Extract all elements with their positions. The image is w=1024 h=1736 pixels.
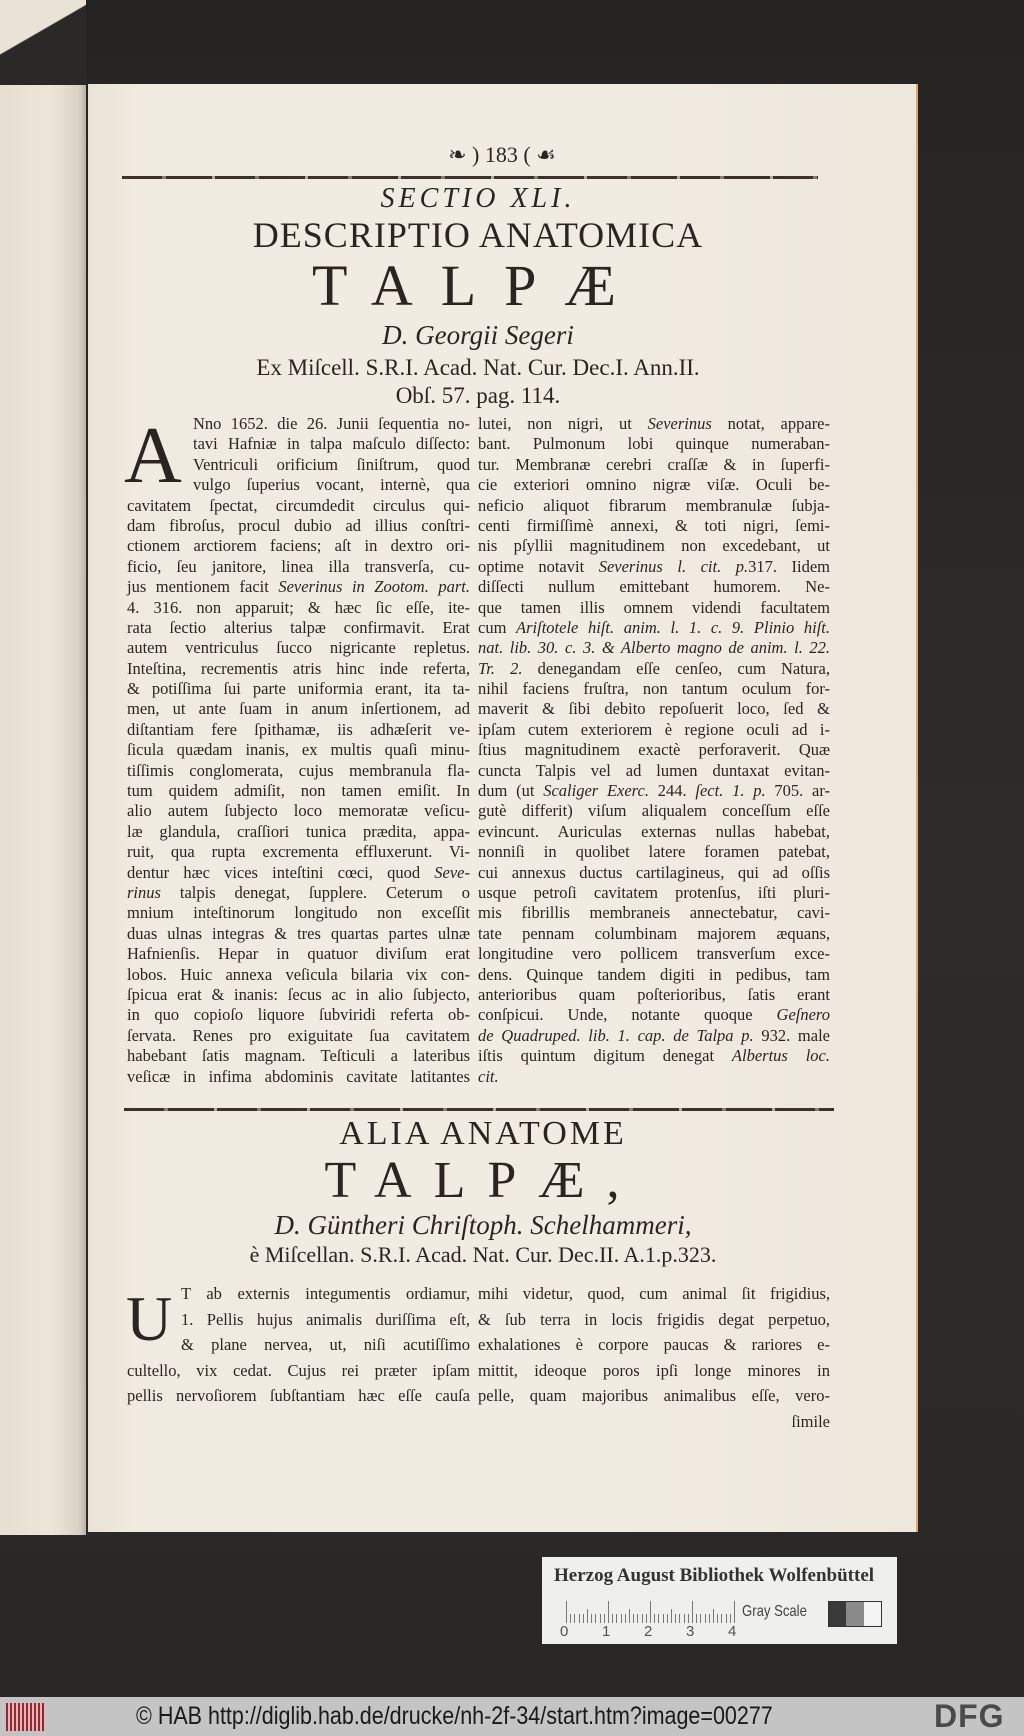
ruler-tick-label: 4 bbox=[728, 1623, 737, 1640]
gray-scale-patch bbox=[846, 1602, 863, 1626]
text-line: tate pennam columbinam majorem æquans, bbox=[478, 923, 830, 943]
ruler-tick bbox=[721, 1614, 722, 1623]
ruler-tick bbox=[579, 1614, 580, 1623]
text-line: diſſecti nullum emittebant humorem. Ne- bbox=[478, 577, 830, 597]
ruler-tick bbox=[726, 1614, 727, 1623]
text-line: lobos. Huic annexa veſicula bilaria vix con- bbox=[127, 964, 470, 984]
gray-scale-label: Gray Scale bbox=[742, 1603, 807, 1620]
text-line: autem ventriculus ſucco nigricante repletus. bbox=[127, 638, 470, 658]
ruler-tick bbox=[642, 1614, 643, 1623]
italic-citation: de Quadruped. lib. 1. cap. de Talpa p. bbox=[478, 1025, 754, 1045]
text-segment: talpis denegat, ſupplere. Ceterum o bbox=[160, 882, 470, 902]
ruler-tick bbox=[629, 1609, 630, 1623]
text-line: cie exteriori omnino nigræ viſæ. Oculi be- bbox=[478, 475, 830, 495]
text-line: tum quidem admiſit, non tamen emiſit. In bbox=[127, 781, 470, 801]
text-line: ſtius magnitudinem exactè perforaverit. Quæ bbox=[478, 740, 830, 760]
text-line: mnium inteſtinorum longitudo non exceſſit bbox=[127, 903, 470, 923]
italic-citation: Scaliger Exerc. bbox=[543, 781, 649, 801]
section-author: D. Georgii Segeri bbox=[382, 320, 574, 350]
text-line: Hafnienſis. Hepar in quatuor diviſum erat bbox=[127, 944, 470, 964]
text-line: & potiſſima ſui parte uniformia erant, ita ta- bbox=[127, 679, 470, 699]
ruler-tick bbox=[675, 1614, 676, 1623]
ruler-tick bbox=[654, 1614, 655, 1623]
italic-citation: Seve- bbox=[434, 862, 470, 882]
section-divider-rule bbox=[124, 1108, 834, 1111]
ruler-tick-label: 0 bbox=[560, 1623, 569, 1640]
section-subject: TALPÆ bbox=[312, 253, 644, 318]
text-line: ficio, ſeu janitore, linea illa transverſa, cu- bbox=[127, 556, 470, 576]
text-line bbox=[478, 781, 830, 801]
text-line: & ſub terra in locis frigidis degat perpetuo, bbox=[478, 1309, 830, 1329]
text-line: neficio aliquot fibrarum membranulæ ſubja- bbox=[478, 495, 830, 515]
text-line: veſicæ in infima abdominis cavitate latitantes bbox=[127, 1066, 470, 1086]
text-line: habebant ſatis magnam. Teſticuli a lateribus bbox=[127, 1046, 470, 1066]
text-line: ſervata. Renes pro exiguitate ſua cavitatem bbox=[127, 1025, 470, 1045]
text-line bbox=[127, 863, 470, 883]
text-line: nis pſyllii magnitudinem non excedebant, ut bbox=[478, 536, 830, 556]
text-line bbox=[478, 659, 830, 679]
text-segment: dentur hæc vices inteſtini cœci, quod bbox=[127, 862, 435, 882]
text-column-left bbox=[127, 1281, 470, 1409]
text-line: centi firmiſſimè annexi, & toti nigri, ſemi- bbox=[478, 515, 830, 535]
ruler-tick bbox=[595, 1614, 596, 1623]
text-segment: denegandam eſſe cenſeo, cum Natura, bbox=[522, 658, 830, 678]
ruler-tick bbox=[621, 1614, 622, 1623]
text-line: 4. 316. non apparuit; & hæc ſic eſſe, ite- bbox=[127, 597, 470, 617]
ruler-tick-label: 3 bbox=[686, 1623, 695, 1640]
section2-title: ALIA ANATOME bbox=[339, 1115, 627, 1152]
text-segment: optime notavit bbox=[478, 556, 599, 576]
text-line bbox=[478, 618, 830, 638]
italic-citation: cit. bbox=[478, 1066, 499, 1086]
ruler-tick bbox=[717, 1614, 718, 1623]
text-line: anterioribus quam poſterioribus, ſatis erant bbox=[478, 984, 830, 1004]
gray-scale-patch bbox=[864, 1602, 881, 1626]
text-line: dens. Quinque tandem digiti in pedibus, tam bbox=[478, 964, 830, 984]
italic-citation: nat. lib. 30. c. 3. & Alberto magno de anim. l. 22. bbox=[478, 638, 830, 658]
text-line: mihi videtur, quod, cum animal ſit frigidius, bbox=[478, 1284, 830, 1303]
text-line: duas ulnas integras & tres quartas partes ulnæ bbox=[127, 923, 470, 943]
section2-source: è Miſcellan. S.R.I. Acad. Nat. Cur. Dec.II. A.1.p.323. bbox=[249, 1242, 717, 1267]
text-line: usque petroſi cavitatem protenſus, iſti pluri- bbox=[478, 882, 830, 902]
ruler-tick bbox=[730, 1614, 731, 1623]
ruler-tick bbox=[633, 1614, 634, 1623]
text-line: alio autem ſubjecto loco memoratæ veſicu- bbox=[127, 801, 470, 821]
italic-citation: Albertus loc. bbox=[731, 1046, 830, 1066]
text-line: pelle, quam majoribus animalibus eſſe, vero- bbox=[478, 1386, 830, 1405]
text-segment: conſpicui. Unde, notante quoque bbox=[478, 1005, 777, 1025]
text-line: ſicula quædam inanis, ex multis quaſi minu- bbox=[127, 740, 470, 760]
ruler-tick bbox=[734, 1601, 735, 1623]
ruler-tick bbox=[688, 1614, 689, 1623]
text-line: evincunt. Auriculas externas nullas habebat, bbox=[478, 821, 830, 841]
text-line: maverit & ſibi debito repoſuerit loco, ſed & bbox=[478, 699, 830, 719]
ruler-tick bbox=[663, 1614, 664, 1623]
book-page bbox=[88, 84, 916, 1532]
text-line: nonniſi in quolibet latere foramen patebat, bbox=[478, 842, 830, 862]
section-label: SECTIO XLI. bbox=[380, 183, 576, 214]
text-column-right bbox=[478, 414, 830, 1087]
italic-citation: Severinus in Zootom. part. bbox=[278, 577, 470, 597]
text-line: Inteſtina, recrementis atris hinc inde referta, bbox=[127, 658, 470, 678]
text-line: gutè differit) viſum aliqualem conceſſum eſſe bbox=[478, 801, 830, 821]
text-line: cavitatem ſpectat, circumdedit circulus qui- bbox=[127, 495, 470, 515]
section-title: DESCRIPTIO ANATOMICA bbox=[252, 215, 704, 255]
ruler-tick bbox=[709, 1614, 710, 1623]
text-segment: cum bbox=[478, 617, 517, 637]
ruler-tick bbox=[671, 1609, 672, 1623]
text-line: ipſam cutem exteriorem è regione oculi ad i- bbox=[478, 719, 830, 739]
text-segment: 244. bbox=[648, 781, 696, 801]
ruler-tick bbox=[637, 1614, 638, 1623]
facing-page-edge bbox=[0, 80, 86, 1535]
ruler-tick-label: 2 bbox=[644, 1623, 653, 1640]
library-color-target bbox=[542, 1557, 897, 1644]
text-line: men, ut ante ſuam in anum inſertionem, ad bbox=[127, 699, 470, 719]
text-line: tavi Hafniæ in talpa maſculo diſſecto: bbox=[193, 434, 470, 454]
ruler-tick bbox=[692, 1601, 693, 1623]
hab-logo-icon bbox=[6, 1703, 46, 1731]
ruler-tick bbox=[713, 1609, 714, 1623]
text-line: que tamen illis omnem videndi facultatem bbox=[478, 597, 830, 617]
section2-author: D. Güntheri Chriſtoph. Schelhammeri, bbox=[274, 1210, 692, 1240]
ruler-tick bbox=[570, 1614, 571, 1623]
ruler-tick-label: 1 bbox=[602, 1623, 611, 1640]
ruler-tick bbox=[604, 1614, 605, 1623]
ruler-tick bbox=[600, 1614, 601, 1623]
text-line: mittit, ideoque poros ipſi longe minores in bbox=[478, 1360, 830, 1380]
text-line: tur. Membranæ cerebri craſſæ & in ſuperfi- bbox=[478, 454, 830, 474]
italic-citation: Geſnero bbox=[776, 1005, 830, 1025]
ruler-tick bbox=[612, 1614, 613, 1623]
text-segment: iſtis quintum digitum denegat bbox=[478, 1046, 732, 1066]
ruler-tick bbox=[583, 1614, 584, 1623]
text-line: rata ſectio alterius talpæ confirmavit. Erat bbox=[127, 617, 470, 637]
ruler-tick bbox=[650, 1601, 651, 1623]
text-segment: lutei, non nigri, ut bbox=[478, 414, 648, 433]
text-line: ſimile bbox=[791, 1411, 830, 1431]
text-line: cultello, vix cedat. Cujus rei præter ipſam bbox=[127, 1360, 470, 1380]
ruler-tick bbox=[625, 1614, 626, 1623]
text-segment: dum (ut bbox=[478, 781, 544, 801]
text-line: longitudine vero pollicem transverſum exce- bbox=[478, 944, 830, 964]
text-line: tiſſimis conglomerata, cujus membranula fla- bbox=[127, 760, 470, 780]
text-line: Ventriculi orificium ſiniſtrum, quod bbox=[193, 454, 470, 474]
ruler-tick bbox=[667, 1614, 668, 1623]
facing-page-corner bbox=[0, 0, 86, 85]
scale-ruler bbox=[566, 1601, 736, 1623]
drop-cap: A bbox=[124, 416, 182, 496]
italic-citation: ſect. 1. p. bbox=[695, 781, 766, 801]
italic-citation: Ariſtotele hiſt. anim. l. 1. c. 9. Plinio hiſt. bbox=[516, 617, 830, 637]
text-line bbox=[478, 1005, 830, 1025]
section-source: Ex Miſcell. S.R.I. Acad. Nat. Cur. Dec.I. Ann.II. bbox=[256, 355, 700, 380]
ruler-tick bbox=[696, 1614, 697, 1623]
ruler-tick bbox=[700, 1614, 701, 1623]
text-line: nihil faciens fruſtra, non tantum oculum for- bbox=[478, 679, 830, 699]
text-line bbox=[478, 557, 830, 577]
gray-scale-patch bbox=[829, 1602, 846, 1626]
text-line: 1. Pellis hujus animalis duriſſima eſt, bbox=[181, 1309, 470, 1329]
text-line: in quo copioſo liquore ſubviridi referta ob- bbox=[127, 1005, 470, 1025]
ruler-tick bbox=[705, 1614, 706, 1623]
text-line: & plane nervea, ut, niſi acutiſſimo bbox=[181, 1335, 470, 1354]
text-line: ctionem arctiorem faciens; aſt in dextro ori- bbox=[127, 536, 470, 556]
copyright-link[interactable]: © HAB http://diglib.hab.de/drucke/nh-2f-34/start.htm?image=00277 bbox=[136, 1702, 773, 1730]
text-line: Nno 1652. die 26. Junii ſequentia no- bbox=[193, 414, 470, 433]
text-line: cui annexus ductus cartilagineus, qui ad oſſis bbox=[478, 862, 830, 882]
section2-subject: TALPÆ, bbox=[324, 1152, 642, 1209]
text-line bbox=[127, 883, 470, 903]
italic-citation: Tr. 2. bbox=[478, 658, 523, 678]
text-line: cuncta Talpis vel ad lumen duntaxat evitan- bbox=[478, 760, 830, 780]
text-line: dam fibroſus, procul dubio ad illius conſtri- bbox=[127, 515, 470, 535]
italic-citation: Severinus bbox=[647, 414, 712, 433]
text-line bbox=[127, 577, 470, 597]
ruler-tick bbox=[591, 1614, 592, 1623]
ruler-tick bbox=[566, 1601, 567, 1623]
page-number: ❧ ) 183 ( ☙ bbox=[448, 142, 556, 167]
text-line bbox=[478, 414, 830, 434]
text-line bbox=[478, 1026, 830, 1046]
ruler-tick bbox=[684, 1614, 685, 1623]
italic-citation: Severinus l. cit. p. bbox=[598, 556, 749, 576]
header-rule bbox=[122, 176, 818, 179]
text-line: ruit, qua rupta excrementa effluxerunt. Vi- bbox=[127, 842, 470, 862]
text-segment: 317. Iidem bbox=[748, 556, 830, 576]
text-line: exhalationes è corpore paucas & rariores e- bbox=[478, 1335, 830, 1354]
text-column-right bbox=[478, 1281, 830, 1434]
text-line: læ glandula, craſſiori tunica prædita, appa- bbox=[127, 821, 470, 841]
gray-scale-swatch bbox=[828, 1601, 882, 1627]
text-line: ſpicua erat & inanis: ſecus ac in alio ſubjecto, bbox=[127, 984, 470, 1004]
drop-cap: U bbox=[126, 1284, 173, 1354]
text-line: T ab externis integumentis ordiamur, bbox=[181, 1284, 470, 1303]
text-segment: jus mentionem facit bbox=[127, 577, 279, 597]
text-line: vulgo ſuperius vocant, internè, qua bbox=[193, 475, 470, 495]
text-line: bant. Pulmonum lobi quinque numeraban- bbox=[478, 434, 830, 454]
text-line: mis fibrillis membraneis annectebatur, cavi- bbox=[478, 903, 830, 923]
ruler-tick bbox=[679, 1614, 680, 1623]
ruler-tick bbox=[574, 1614, 575, 1623]
ruler-tick bbox=[587, 1609, 588, 1623]
text-segment: 705. ar- bbox=[765, 781, 831, 801]
italic-citation: rinus bbox=[127, 882, 161, 902]
ruler-tick bbox=[658, 1614, 659, 1623]
text-segment: 932. male bbox=[753, 1025, 830, 1045]
ruler-tick bbox=[646, 1614, 647, 1623]
text-line bbox=[478, 1067, 830, 1087]
text-segment: notat, appare- bbox=[711, 414, 831, 433]
institution-name: Herzog August Bibliothek Wolfenbüttel bbox=[554, 1565, 875, 1586]
footer-bar bbox=[0, 1697, 1024, 1736]
text-line: diſtantiam fere ſpithamæ, iis adhæſerit ve- bbox=[127, 719, 470, 739]
text-line: pellis nervoſiorem ſubſtantiam hæc eſſe cauſa bbox=[127, 1386, 470, 1405]
ruler-tick bbox=[608, 1601, 609, 1623]
text-line bbox=[478, 1046, 830, 1066]
text-line bbox=[478, 638, 830, 658]
dfg-logo: DFG bbox=[934, 1698, 1005, 1734]
ruler-tick bbox=[616, 1614, 617, 1623]
text-column-left bbox=[127, 414, 470, 1087]
section-observation: Obſ. 57. pag. 114. bbox=[395, 383, 561, 408]
